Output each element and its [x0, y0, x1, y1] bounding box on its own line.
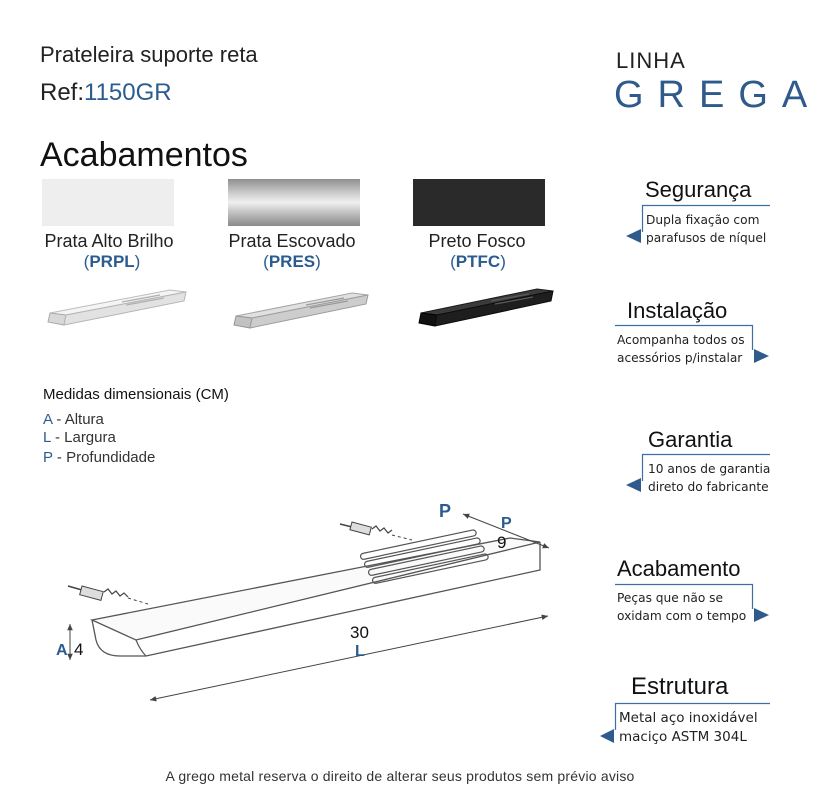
product-ref — [40, 79, 172, 107]
dim-height-value: 4 — [74, 640, 84, 659]
screw-left-icon — [68, 586, 148, 604]
arrow-left-icon — [600, 729, 614, 743]
brand-line-name: GREGA — [614, 74, 821, 116]
feature-text-garantia: 10 anos de garantia direto do fabricante — [648, 462, 771, 494]
swatch-prata-alto-brilho — [42, 179, 174, 226]
finish-name-2: Prata Escovado — [228, 231, 356, 251]
feature-title-acabamento: Acabamento — [617, 556, 741, 581]
feature-text-estrutura: Metal aço inoxidável maciço ASTM 304L — [619, 710, 758, 745]
dim-height-key: A — [56, 642, 68, 659]
dim-width-value: 30 — [350, 623, 369, 642]
feature-title-seguranca: Segurança — [645, 177, 752, 202]
legend-altura: A - Altura — [43, 411, 104, 428]
ref-label: Ref: — [40, 79, 85, 106]
legend-profundidade: P - Profundidade — [43, 449, 156, 466]
feature-text-instalacao: Acompanha todos os acessórios p/instalar — [617, 333, 745, 365]
dim-depth-value: 9 — [497, 533, 507, 552]
feature-title-garantia: Garantia — [648, 427, 733, 452]
brand-line-label: LINHA — [616, 48, 686, 73]
finish-code-2: (PRES) — [263, 252, 321, 271]
screw-right-icon — [340, 522, 412, 540]
shelf-image-preto-fosco — [413, 285, 558, 331]
finish-code-1: (PRPL) — [83, 252, 141, 271]
finish-name-3: Preto Fosco — [428, 231, 526, 251]
footer-disclaimer: A grego metal reserva o direito de alterar seus produtos sem prévio aviso — [165, 768, 635, 784]
feature-text-acabamento: Peças que não se oxidam com o tempo — [617, 591, 747, 623]
measures-title: Medidas dimensionais (CM) — [43, 386, 229, 403]
finish-code-3: (PTFC) — [450, 252, 506, 271]
legend-largura: L - Largura — [43, 429, 116, 446]
dim-depth-key-top: P — [439, 501, 452, 521]
swatch-prata-escovado — [228, 179, 360, 226]
dim-depth-key: P — [501, 515, 512, 532]
ref-code: 1150GR — [84, 79, 172, 106]
finish-name-1: Prata Alto Brilho — [44, 231, 174, 251]
arrow-right-icon — [754, 608, 769, 622]
finishes-title: Acabamentos — [40, 136, 248, 174]
feature-title-instalacao: Instalação — [627, 298, 728, 323]
feature-text-seguranca: Dupla fixação com parafusos de níquel — [646, 213, 767, 245]
feature-title-estrutura: Estrutura — [631, 673, 729, 700]
shelf-image-prata-alto-brilho — [40, 285, 190, 331]
arrow-right-icon — [754, 349, 769, 363]
arrow-left-icon — [626, 229, 641, 243]
swatch-preto-fosco — [413, 179, 545, 226]
arrow-left-icon — [626, 478, 641, 492]
dim-width-key: L — [355, 643, 365, 660]
shelf-image-prata-escovado — [228, 288, 373, 332]
product-title: Prateleira suporte reta — [40, 42, 258, 67]
